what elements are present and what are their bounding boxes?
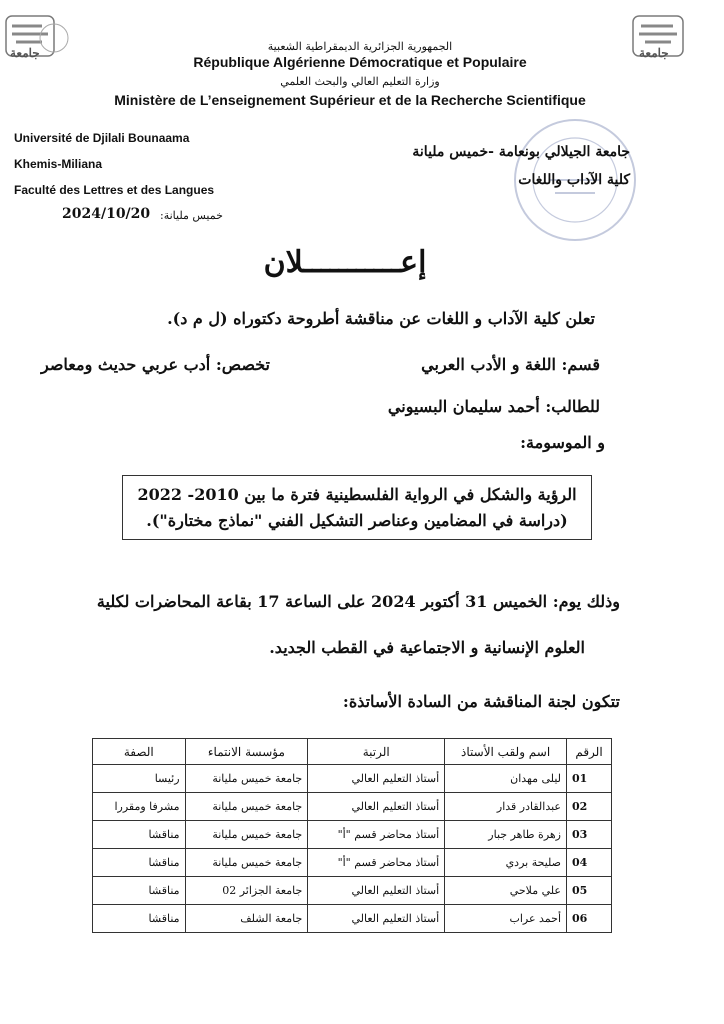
- university-logo-right: [625, 14, 695, 64]
- row-rank: أستاذ محاضر قسم "أ": [308, 821, 445, 849]
- specialty-label: تخصص:: [215, 355, 270, 374]
- date-value: 2024/10/20: [62, 206, 151, 222]
- titled-label: و الموسومة:: [520, 433, 605, 452]
- row-rank: أستاذ محاضر قسم "أ": [308, 849, 445, 877]
- header-num: الرقم: [567, 739, 612, 765]
- row-institution: جامعة الشلف: [185, 905, 308, 933]
- row-num: 05: [567, 877, 612, 905]
- header-name: اسم ولقب الأستاذ: [445, 739, 567, 765]
- row-role: مشرفا ومقررا: [93, 793, 186, 821]
- department-value: اللغة و الأدب العربي: [421, 355, 556, 374]
- student-line: [200, 397, 600, 416]
- announcement-intro: تعلن كلية الآداب و اللغات عن مناقشة أطروحة دكتوراه (ل م د).: [167, 309, 595, 328]
- row-name: زهرة طاهر جبار: [445, 821, 567, 849]
- faculty-ar: كلية الآداب واللغات: [518, 172, 630, 188]
- row-num: 02: [567, 793, 612, 821]
- university-name-fr: Université de Djilali Bounaama: [14, 131, 190, 145]
- table-row: [93, 821, 612, 849]
- table-row: [93, 765, 612, 793]
- thesis-title-line-1: الرؤية والشكل في الرواية الفلسطينية فترة ما بين 2010- 2022: [137, 485, 577, 504]
- row-num: 06: [567, 905, 612, 933]
- republic-fr: République Algérienne Démocratique et Populaire: [193, 54, 527, 70]
- specialty-value: أدب عربي حديث ومعاصر: [40, 355, 211, 374]
- university-city-fr: Khemis-Miliana: [14, 157, 103, 171]
- table-row: [93, 877, 612, 905]
- row-rank: أستاذ التعليم العالي: [308, 765, 445, 793]
- row-name: ليلى مهدان: [445, 765, 567, 793]
- row-num: 03: [567, 821, 612, 849]
- thesis-title-box: [122, 475, 592, 540]
- row-name: أحمد عراب: [445, 905, 567, 933]
- row-num: 04: [567, 849, 612, 877]
- student-label: للطالب:: [545, 397, 600, 416]
- university-logo-left: [2, 14, 72, 64]
- row-role: مناقشا: [93, 821, 186, 849]
- department-line: [360, 355, 600, 374]
- row-institution: جامعة خميس مليانة: [185, 793, 308, 821]
- republic-ar: الجمهورية الجزائرية الديمقراطية الشعبية: [267, 40, 453, 53]
- defense-datetime-line-1: وذلك يوم: الخميس 31 أكتوبر 2024 على الساعة 17 بقاعة المحاضرات لكلية: [96, 592, 620, 611]
- table-row: [93, 793, 612, 821]
- table-row: [93, 849, 612, 877]
- ministry-fr: Ministère de L’enseignement Supérieur et de la Recherche Scientifique: [114, 92, 586, 108]
- student-name: أحمد سليمان البسيوني: [387, 397, 540, 416]
- announcement-title-wrap: [215, 245, 475, 280]
- row-role: رئيسا: [93, 765, 186, 793]
- committee-header-row: [93, 739, 612, 765]
- specialty-line: [20, 355, 270, 374]
- row-name: عبدالقادر قدار: [445, 793, 567, 821]
- row-rank: أستاذ التعليم العالي: [308, 793, 445, 821]
- announcement-title: إعـــــــــــلان: [263, 245, 427, 280]
- row-rank: أستاذ التعليم العالي: [308, 877, 445, 905]
- row-institution: جامعة خميس مليانة: [185, 821, 308, 849]
- committee-table: [92, 738, 612, 933]
- row-institution: جامعة الجزائر 02: [185, 877, 308, 905]
- header-institution: مؤسسة الانتماء: [185, 739, 308, 765]
- logo-left-text: جامعة: [10, 46, 40, 60]
- thesis-title-line-2: (دراسة في المضامين وعناصر التشكيل الفني "نماذج مختارة").: [146, 511, 568, 530]
- row-institution: جامعة خميس مليانة: [185, 849, 308, 877]
- row-rank: أستاذ التعليم العالي: [308, 905, 445, 933]
- row-role: مناقشا: [93, 849, 186, 877]
- header-rank: الرتبة: [308, 739, 445, 765]
- row-institution: جامعة خميس مليانة: [185, 765, 308, 793]
- university-name-ar: جامعة الجيلالي بونعامة -خميس مليانة: [412, 144, 630, 160]
- row-role: مناقشا: [93, 877, 186, 905]
- ministry-ar: وزارة التعليم العالي والبحث العلمي: [280, 75, 440, 88]
- header-role: الصفة: [93, 739, 186, 765]
- table-row: [93, 905, 612, 933]
- logo-right-text: جامعة: [639, 46, 669, 60]
- row-num: 01: [567, 765, 612, 793]
- date-label: خميس مليانة:: [160, 209, 223, 222]
- row-role: مناقشا: [93, 905, 186, 933]
- faculty-fr: Faculté des Lettres et des Langues: [14, 183, 215, 197]
- row-name: صليحة بردي: [445, 849, 567, 877]
- committee-intro: تتكون لجنة المناقشة من السادة الأساتذة:: [342, 692, 620, 711]
- row-name: علي ملاحي: [445, 877, 567, 905]
- defense-datetime-line-2: العلوم الإنسانية و الاجتماعية في القطب الجديد.: [269, 638, 585, 657]
- department-label: قسم:: [561, 355, 600, 374]
